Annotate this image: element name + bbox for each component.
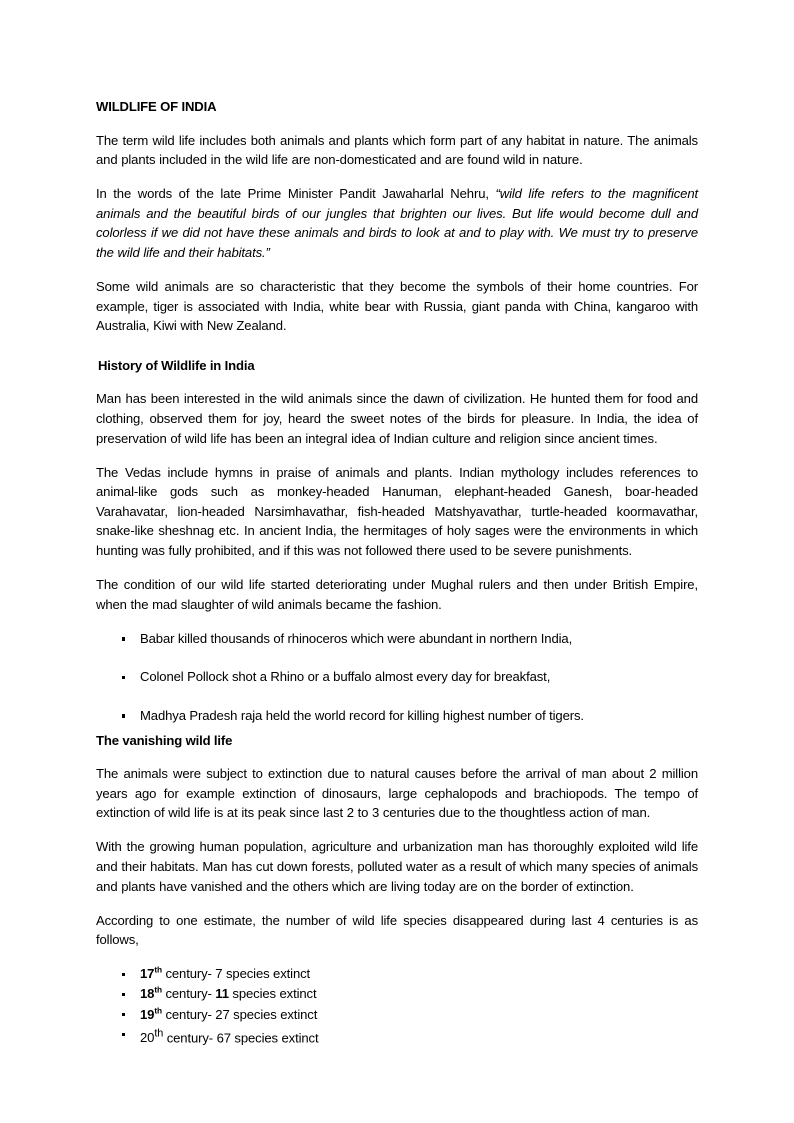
list-item	[96, 984, 698, 1004]
century-ordinal	[140, 966, 162, 981]
century-number: 18	[140, 986, 155, 1002]
heading-vanishing-wild-life: The vanishing wild life	[96, 732, 233, 748]
nehru-quote-text: “wild life refers to the magnificent animals and the beautiful birds of our jungles that brighten our lives. But life would become dull and colorless if we did not have these animals and birds to look at and to play with. We must try to preserve the wild life and their habitats.”	[96, 186, 699, 260]
list-item: Madhya Pradesh raja held the world record for killing highest number of tigers.	[96, 706, 698, 726]
species-count: 11	[215, 986, 229, 1002]
century-label-before: century-	[163, 1029, 217, 1045]
extinction-century-list	[96, 964, 698, 1047]
paragraph-nehru-quote	[96, 184, 698, 262]
paragraph-mughal: The condition of our wild life started deteriorating under Mughal rulers and then under British Empire, when the mad slaughter of wild animals became the fashion.	[96, 577, 698, 612]
document-body	[96, 97, 698, 1048]
ordinal-suffix: th	[154, 964, 162, 975]
paragraph-estimate: According to one estimate, the number of wild life species disappeared during last 4 centuries is as follows,	[96, 912, 698, 948]
paragraph-population: With the growing human population, agriculture and urbanization man has thoroughly exploited wild life and their habitats. Man has cut down forests, polluted water as a result of which many species of animals and plants have vanished and the others which are living today are on the border of extinction.	[96, 839, 698, 894]
list-item	[96, 1025, 698, 1048]
list-item: Colonel Pollock shot a Rhino or a buffalo almost every day for breakfast,	[96, 667, 698, 687]
species-count: 67	[216, 1029, 231, 1045]
list-item	[96, 1005, 698, 1025]
century-label-before: century-	[161, 1006, 216, 1022]
list-item	[96, 964, 698, 984]
list-item: Babar killed thousands of rhinoceros which were abundant in northern India,	[96, 629, 698, 649]
ordinal-suffix: th	[154, 1005, 162, 1016]
paragraph-man-interest: Man has been interested in the wild animals since the dawn of civilization. He hunted them for food and clothing, observed them for joy, heard the sweet notes of the birds for pleasure. In India, the idea of preservation of wild life has been an integral idea of Indian culture and religion since ancient times.	[96, 391, 698, 446]
ordinal-suffix: th	[154, 1027, 164, 1040]
century-label-after: species extinct	[229, 1006, 318, 1022]
century-ordinal	[140, 1027, 164, 1045]
ordinal-suffix: th	[154, 985, 162, 996]
page-title: WILDLIFE OF INDIA	[96, 99, 217, 114]
paragraph-symbols: Some wild animals are so characteristic that they become the symbols of their home countries. For example, tiger is associated with India, white bear with Russia, giant panda with China, kangaroo with Australia, Kiwi with New Zealand.	[96, 279, 698, 334]
nehru-lead-text: In the words of the late Prime Minister Pandit Jawaharlal Nehru,	[96, 186, 496, 202]
century-label-before: century-	[161, 966, 216, 982]
hunting-bullet-list	[96, 629, 698, 726]
century-ordinal	[140, 1007, 162, 1022]
century-number: 17	[140, 966, 155, 982]
paragraph-intro: The term wild life includes both animals and plants which form part of any habitat in nature. The animals and plants included in the wild life are non-domesticated and are found wild in nature.	[96, 132, 698, 168]
heading-history-of-wildlife: History of Wildlife in India	[98, 357, 255, 373]
century-number: 19	[140, 1006, 155, 1022]
species-count: 7	[215, 966, 223, 982]
century-label-after: species extinct	[222, 966, 311, 982]
century-ordinal	[140, 986, 162, 1001]
century-label-before: century-	[161, 986, 216, 1002]
century-label-after: species extinct	[230, 1029, 319, 1045]
paragraph-vedas: The Vedas include hymns in praise of animals and plants. Indian mythology includes references to animal-like gods such as monkey-headed Hanuman, elephant-headed Ganesh, boar-headed Varahavatar, lion-headed Narsimhavathar, fish-headed Matshyavathar, turtle-headed koormavathar, snake-like sheshnag etc. In ancient India, the hermitages of holy sages were the environments in which hunting was fully prohibited, and if this was not followed there used to be severe punishments.	[96, 464, 698, 558]
species-count: 27	[215, 1006, 230, 1022]
century-label-after: species extinct	[228, 986, 317, 1002]
paragraph-extinction-natural: The animals were subject to extinction due to natural causes before the arrival of man about 2 million years ago for example extinction of dinosaurs, large cephalopods and brachiopods. The tempo of extinction of wild life is at its peak since last 2 to 3 centuries due to the thoughtless action of man.	[96, 766, 698, 821]
century-number: 20	[140, 1029, 155, 1045]
